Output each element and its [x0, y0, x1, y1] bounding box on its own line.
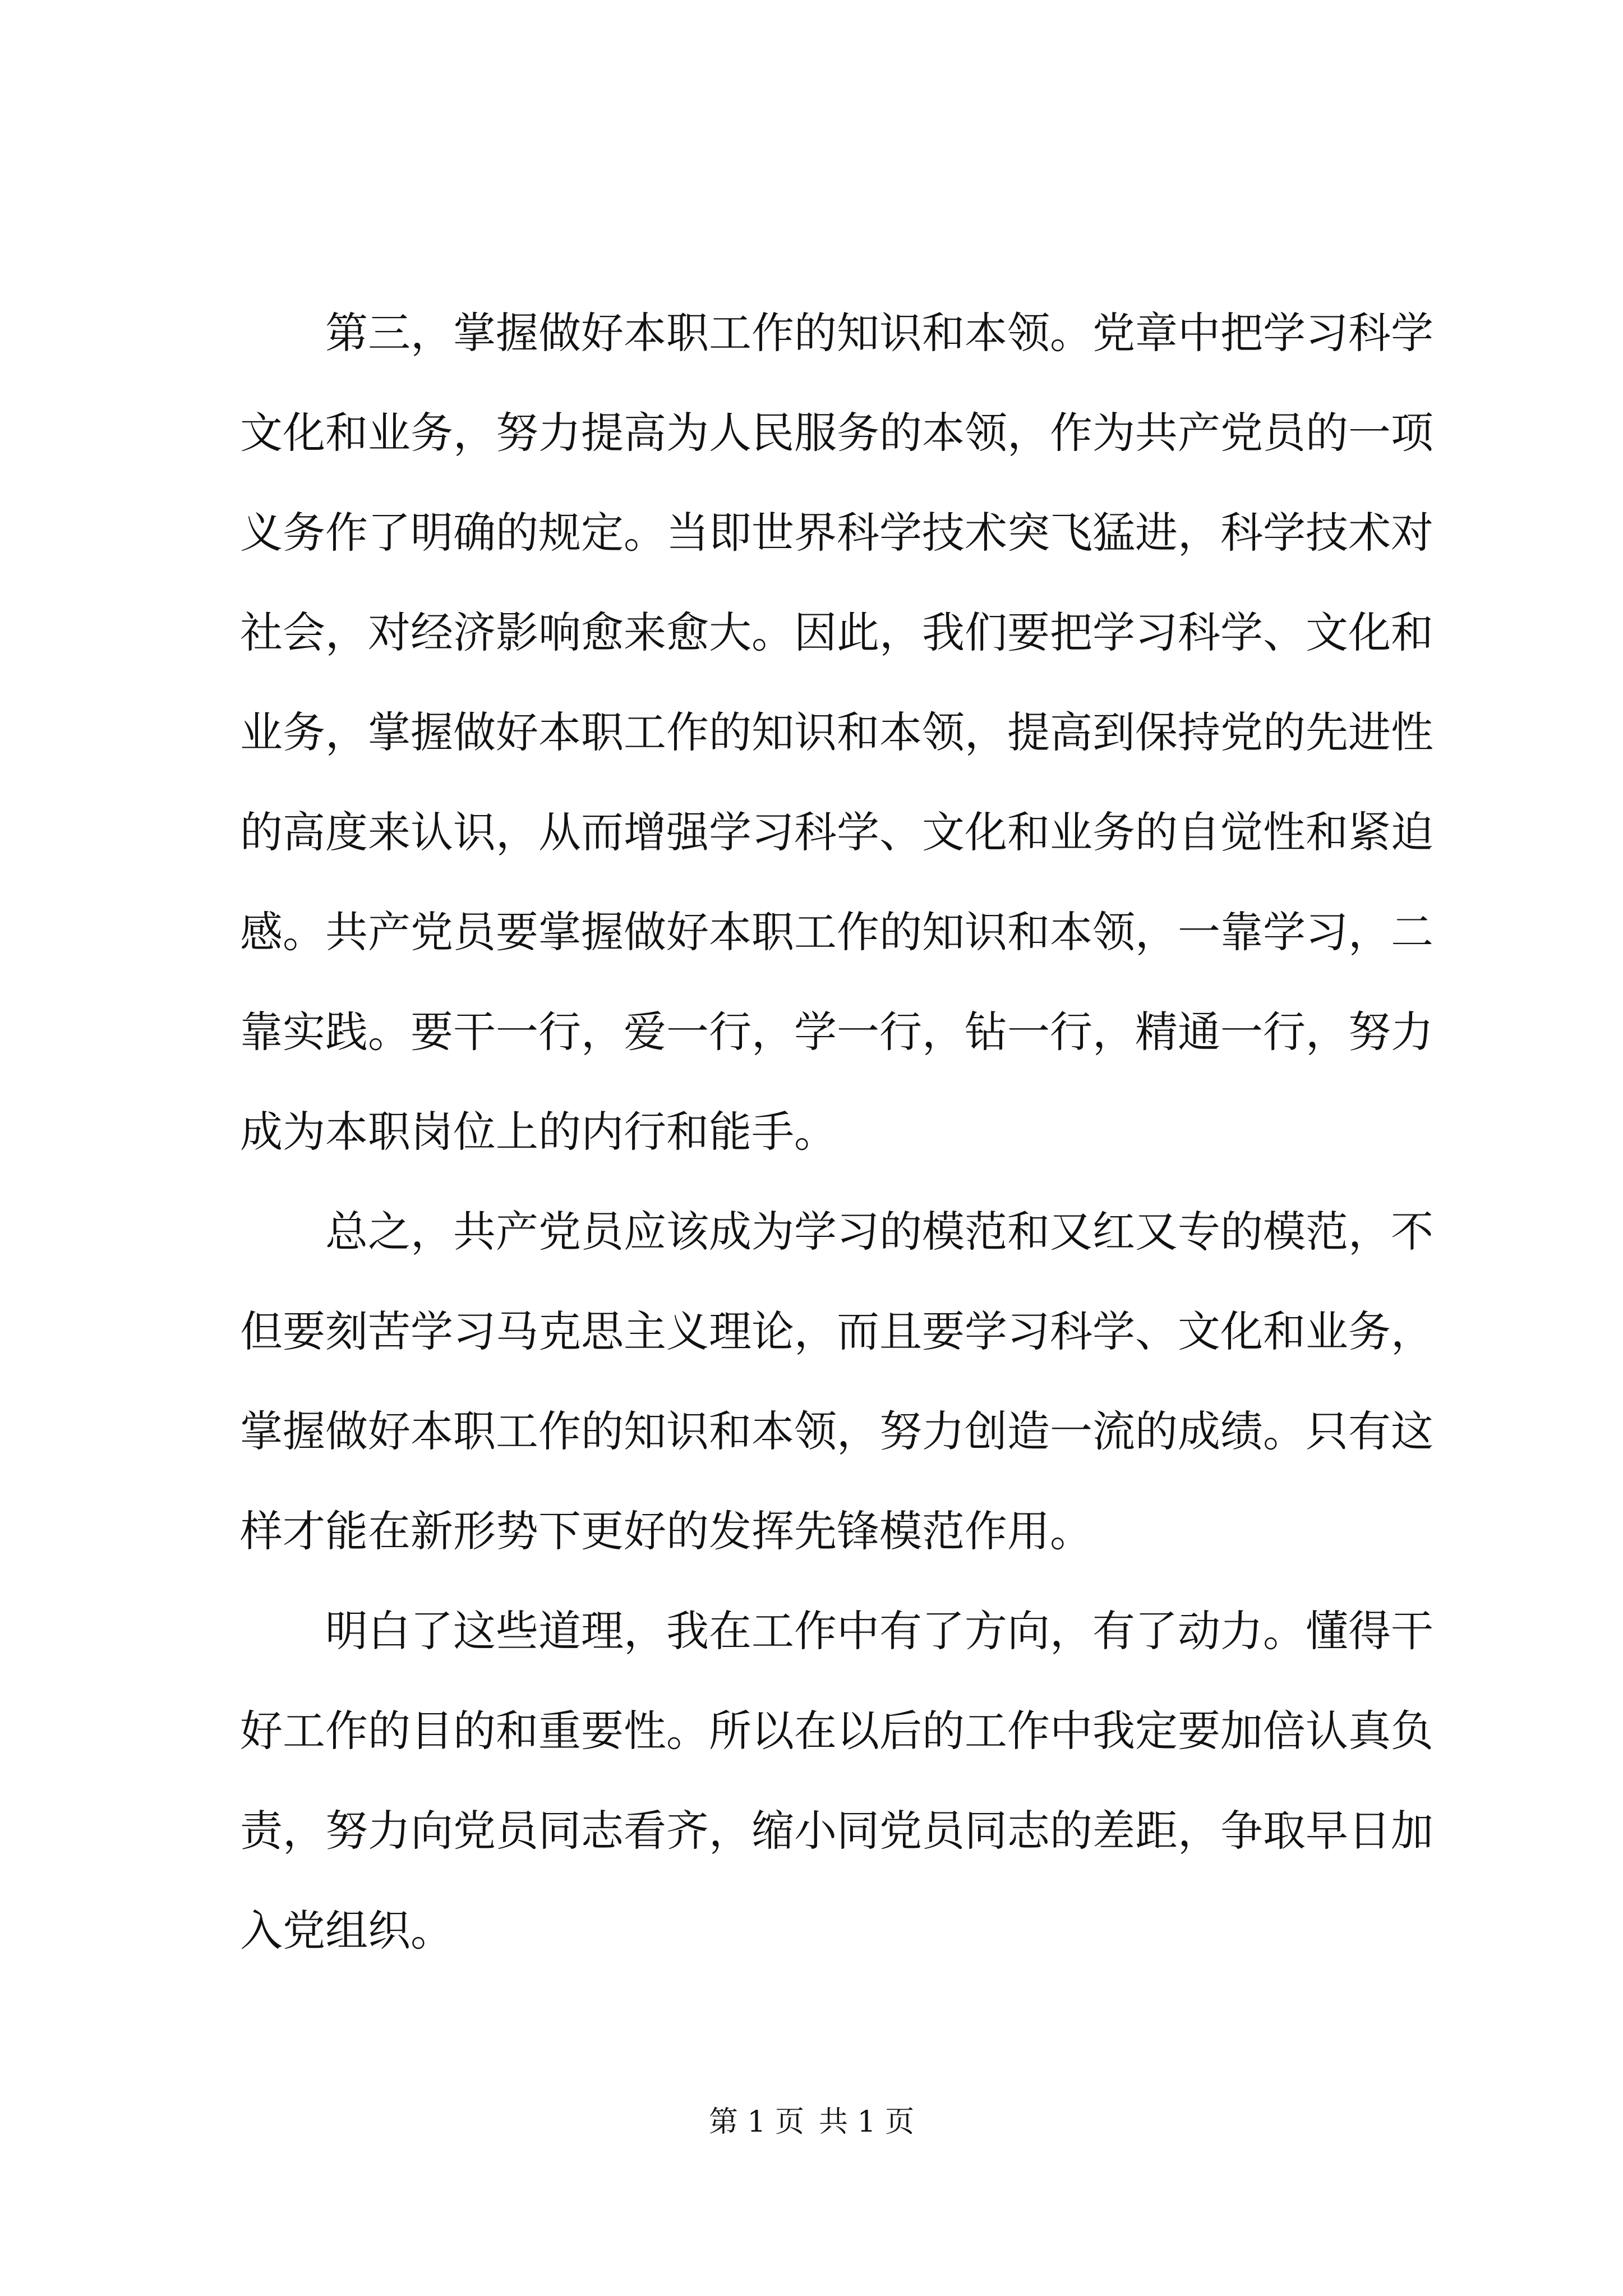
- paragraph-1-line-6: 的高度来认识，从而增强学习科学、文化和业务的自觉性和紧迫: [240, 807, 1433, 857]
- paragraph-1-line-8: 靠实践。要干一行，爱一行，学一行，钻一行，精通一行，努力: [240, 1007, 1433, 1057]
- paragraph-2-line-2: 但要刻苦学习马克思主义理论，而且要学习科学、文化和业务，: [240, 1306, 1433, 1356]
- paragraph-1-line-3: 义务作了明确的规定。当即世界科学技术突飞猛进，科学技术对: [240, 508, 1433, 558]
- document-body: [240, 283, 1433, 1981]
- paragraph-3-line-1: 明白了这些道理，我在工作中有了方向，有了动力。懂得干: [325, 1606, 1433, 1656]
- paragraph-3-line-3: 责，努力向党员同志看齐，缩小同党员同志的差距，争取早日加: [240, 1806, 1433, 1856]
- page-footer: [0, 2102, 1623, 2142]
- page-number-label: 第 1 页: [708, 2105, 804, 2139]
- paragraph-3-line-2: 好工作的目的和重要性。所以在以后的工作中我定要加倍认真负: [240, 1706, 1433, 1756]
- page-total-label: 共 1 页: [819, 2105, 915, 2139]
- paragraph-1-line-7: 感。共产党员要掌握做好本职工作的知识和本领，一靠学习，二: [240, 907, 1433, 957]
- paragraph-1-line-1: 第三，掌握做好本职工作的知识和本领。党章中把学习科学: [325, 308, 1433, 358]
- paragraph-2-line-1: 总之，共产党员应该成为学习的模范和又红又专的模范，不: [325, 1207, 1433, 1257]
- paragraph-1-line-9: 成为本职岗位上的内行和能手。: [240, 1107, 837, 1157]
- paragraph-1-line-4: 社会，对经济影响愈来愈大。因此，我们要把学习科学、文化和: [240, 608, 1433, 657]
- paragraph-2-line-3: 掌握做好本职工作的知识和本领，努力创造一流的成绩。只有这: [240, 1406, 1433, 1456]
- paragraph-3-line-4: 入党组织。: [240, 1906, 453, 1955]
- paragraph-1-line-5: 业务，掌握做好本职工作的知识和本领，提高到保持党的先进性: [240, 707, 1433, 757]
- paragraph-1-line-2: 文化和业务，努力提高为人民服务的本领，作为共产党员的一项: [240, 408, 1433, 458]
- paragraph-2-line-4: 样才能在新形势下更好的发挥先锋模范作用。: [240, 1506, 1092, 1556]
